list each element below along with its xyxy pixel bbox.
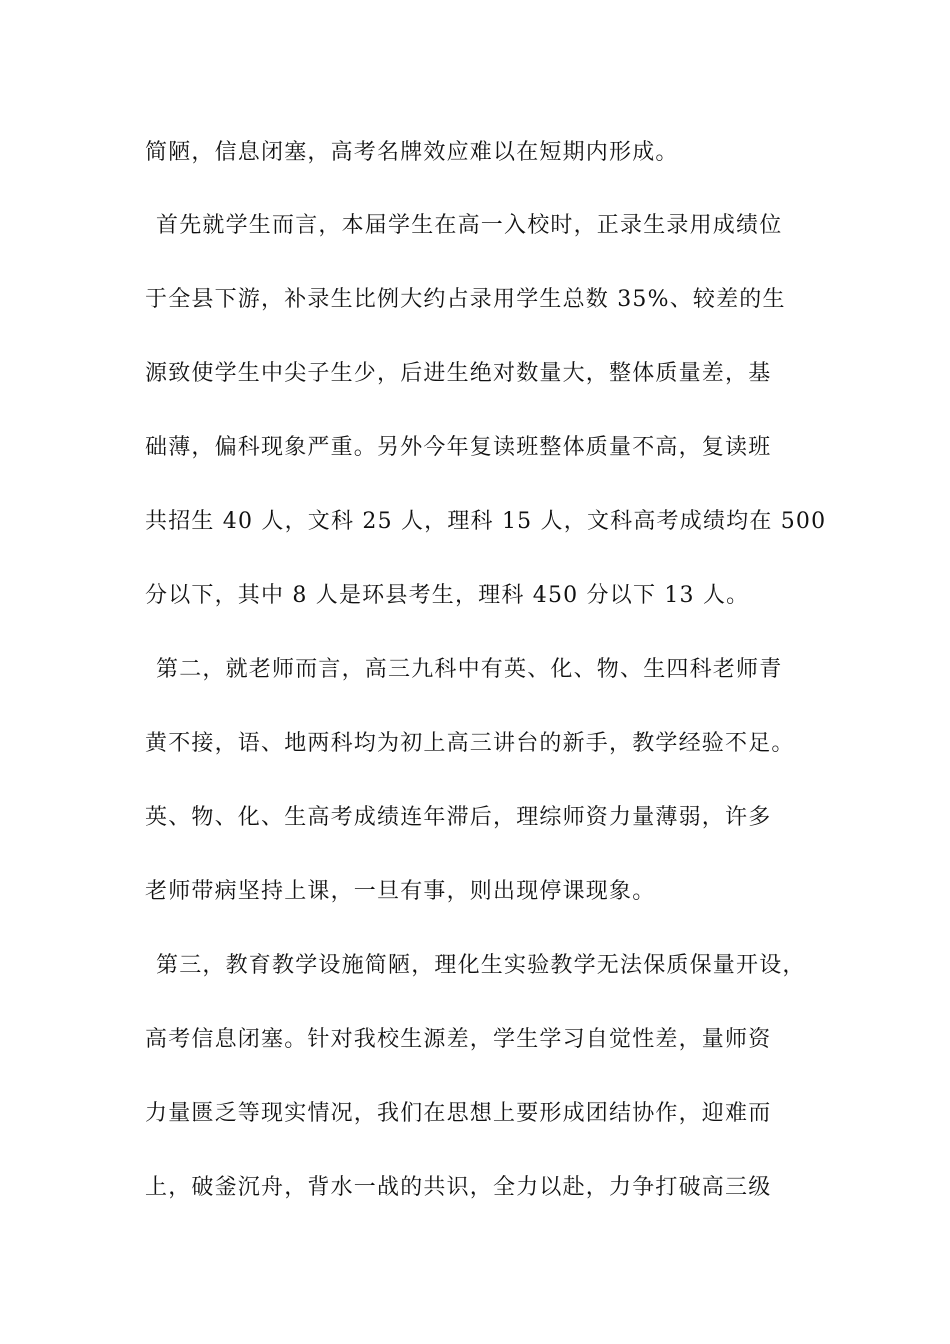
text-line: 共招生 40 人，文科 25 人，理科 15 人，文科高考成绩均在 500 <box>145 509 827 534</box>
text-line: 力量匮乏等现实情况，我们在思想上要形成团结协作，迎难而 <box>145 1101 772 1126</box>
text-line: 源致使学生中尖子生少，后进生绝对数量大，整体质量差，基 <box>145 361 772 386</box>
text-line: 第三，教育教学设施简陋，理化生实验教学无法保质保量开设， <box>156 953 806 978</box>
text-line: 分以下，其中 8 人是环县考生，理科 450 分以下 13 人。 <box>145 583 750 608</box>
text-line: 础薄，偏科现象严重。另外今年复读班整体质量不高，复读班 <box>145 435 772 460</box>
text-line: 于全县下游，补录生比例大约占录用学生总数 35%、较差的生 <box>145 287 786 312</box>
text-line: 首先就学生而言，本届学生在高一入校时，正录生录用成绩位 <box>156 213 783 238</box>
text-line: 第二，就老师而言，高三九科中有英、化、物、生四科老师青 <box>156 657 783 682</box>
text-line: 老师带病坚持上课，一旦有事，则出现停课现象。 <box>145 879 656 904</box>
text-line: 上，破釜沉舟，背水一战的共识，全力以赴，力争打破高三级 <box>145 1175 772 1200</box>
text-line: 高考信息闭塞。针对我校生源差，学生学习自觉性差，量师资 <box>145 1027 772 1052</box>
text-line: 黄不接，语、地两科均为初上高三讲台的新手，教学经验不足。 <box>145 731 795 756</box>
text-line: 简陋，信息闭塞，高考名牌效应难以在短期内形成。 <box>145 140 679 165</box>
text-line: 英、物、化、生高考成绩连年滞后，理综师资力量薄弱，许多 <box>145 805 772 830</box>
